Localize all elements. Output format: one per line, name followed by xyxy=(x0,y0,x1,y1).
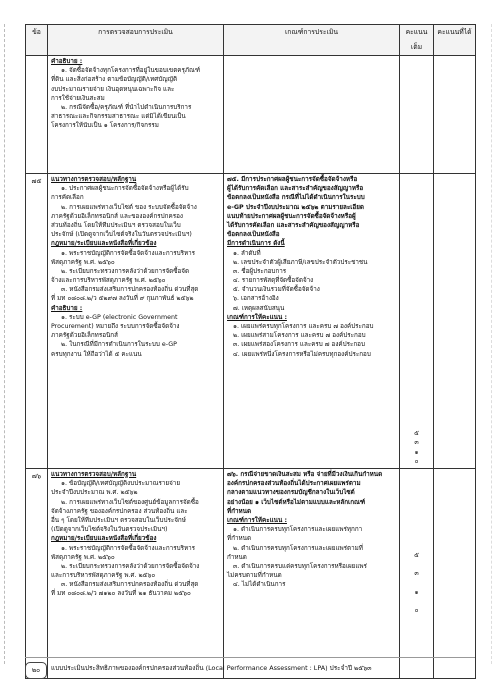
text-line: ๑. เผยแพร่ครบทุกโครงการ และครบ ๗ องค์ประกอบ xyxy=(233,323,374,330)
table-row-continued xyxy=(26,56,476,174)
text-line: ๗. เหตุผลสนับสนุน xyxy=(233,304,285,312)
text-line: ๒. ระเบียบกระทรวงการคลังว่าด้วยการจัดซื้อจัด xyxy=(61,267,190,275)
text-line: ๓. หนังสือกรมส่งเสริมการปกครองท้องถิ่น ด่วนที่สุด xyxy=(61,581,199,589)
page-footer xyxy=(25,657,475,680)
text-line: ๔. เผยแพร่หนึ่งโครงการหรือไม่ครบทุกองค์ประกอบ xyxy=(233,350,371,358)
row-75-full-score xyxy=(400,174,434,469)
text-line: กำหนด xyxy=(227,553,247,561)
text-line: ๓. เผยแพร่สองโครงการ และครบ ๗ องค์ประกอบ xyxy=(233,341,365,349)
text-line: ๔. ไม่ได้ดำเนินการ xyxy=(233,581,286,589)
text-line: การคัดเลือก xyxy=(51,194,84,202)
text-line: อื่น ๆ โดยให้ทีมประเมินฯ ตรวจสอบในเว็บประจักษ์ xyxy=(51,516,186,524)
text-line: พัสดุภาครัฐ พ.ศ. ๒๕๖๐ xyxy=(51,258,115,266)
text-line: ส่วนท้องถิ่น โดยให้ทีมประเมินฯ ตรวจสอบในเว็บ xyxy=(51,221,181,229)
score-value xyxy=(403,560,430,569)
assessment-sheet xyxy=(25,24,475,679)
text-line: (เปิดดูจากเว็บไซต์จริงในวันตรวจประเมินฯ) xyxy=(51,526,168,534)
left-margin-guide xyxy=(4,24,5,664)
text-line: ๒. การเผยแพร่ทางเว็บไซต์ ของ ระบบจัดซื้อจัดจ้าง xyxy=(61,203,197,211)
text-line: งบประมาณรายจ่าย เงินอุดหนุนเฉพาะกิจ และ xyxy=(51,85,175,93)
row-75-check-lines xyxy=(51,175,220,359)
text-line: จัดจ้างภาครัฐ ขององค์กรปกครอง ส่วนท้องถิ่น และ xyxy=(51,507,188,515)
header-full-score: คะแนนเต็ม xyxy=(400,25,434,56)
table-row-76 xyxy=(26,469,476,679)
row-top-full xyxy=(400,56,434,174)
text-line: ประจำปีงบประมาณ พ.ศ. ๒๕๖๒ xyxy=(51,489,138,497)
text-line: โครงการให้นับเป็น ๑ โครงการ/กิจกรรม xyxy=(51,122,159,130)
section-heading: กฎหมาย/ระเบียบและหนังสือที่เกี่ยวข้อง xyxy=(51,240,157,248)
row-76-no: ๗๖ xyxy=(26,469,48,679)
text-line: ที่กำหนด xyxy=(227,507,252,515)
section-heading: เกณฑ์การให้คะแนน : xyxy=(227,313,287,321)
score-value: ๑ xyxy=(414,588,419,596)
score-value: ๐ xyxy=(414,457,419,465)
row-top-check-lines xyxy=(51,57,220,131)
footer-title: แบบประเมินประสิทธิภาพขององค์กรปกครองส่วนท้องถิ่น (Local Performance Assessment : LPA) ประจำปี ๒๕๖๓ xyxy=(51,664,372,672)
text-line: ๒. เผยแพร่สามโครงการ และครบ ๗ องค์ประกอบ xyxy=(233,332,366,340)
section-heading: กฎหมาย/ระเบียบและหนังสือที่เกี่ยวข้อง xyxy=(51,535,157,543)
section-heading: คำอธิบาย : xyxy=(51,304,83,312)
section-heading: มีการดำเนินการ ดังนี้ xyxy=(227,240,285,248)
row-75-score-got xyxy=(434,174,476,469)
text-line: ข้อตกลงเป็นหนังสือ xyxy=(227,231,280,239)
row-top-check xyxy=(48,56,224,174)
text-line: ภาครัฐด้วยอิเล็กทรอนิกส์ และขององค์กรปกครอง xyxy=(51,212,183,220)
score-value: ๓ xyxy=(414,439,419,447)
row-76-score-got xyxy=(434,469,476,679)
header-check: การตรวจสอบการประเมิน xyxy=(48,25,224,56)
text-line: ไม่ครบตามที่กำหนด xyxy=(227,572,282,580)
row-top-criteria xyxy=(224,56,400,174)
row-75-check xyxy=(48,174,224,469)
header-criteria: เกณฑ์การประเมิน xyxy=(224,25,400,56)
text-line: อย่างน้อย ๑ เว็บไซต์หรือไม่ตามแบบและหลักเกณฑ์ xyxy=(227,498,366,506)
text-line: ๑. ระบบ e-GP (electronic Government xyxy=(61,313,178,321)
score-value xyxy=(403,579,430,588)
row-75-criteria-lines xyxy=(227,175,396,359)
score-value: ๓ xyxy=(414,570,419,578)
text-line: ประจักษ์ (เปิดดูจากเว็บไซต์จริงในวันตรวจประเมินฯ) xyxy=(51,231,192,239)
header-score-got: คะแนนที่ได้ xyxy=(434,25,476,56)
section-heading: คำอธิบาย : xyxy=(51,58,83,65)
text-line: ๓. หนังสือกรมส่งเสริมการปกครองท้องถิ่น ด่วนที่สุด xyxy=(61,286,199,294)
text-line: ๕. จำนวนเงินรวมที่จัดซื้อจัดจ้าง xyxy=(233,286,320,294)
assessment-table xyxy=(25,24,476,679)
row-76-score-list xyxy=(403,551,430,615)
text-line: องค์กรปกครองส่วนท้องถิ่นได้ประกาศเผยแพร่ตาม xyxy=(227,480,361,488)
text-line: e-GP ประจำปีงบประมาณ ๒๕๖๒ ตามรายละเอียด xyxy=(227,203,364,211)
section-heading: แนวทางการตรวจสอบ/หลักฐาน xyxy=(51,471,137,478)
text-line: Procurement) หมายถึง ระบบการจัดซื้อจัดจ้าง xyxy=(51,323,180,330)
text-line: ๓. ชื่อผู้ประกอบการ xyxy=(233,267,287,275)
right-margin-guide xyxy=(491,24,492,664)
text-line: ๑. ข้อบัญญัติ/เทศบัญญัติงบประมาณรายจ่าย xyxy=(61,480,181,488)
row-76-criteria xyxy=(224,469,400,679)
text-line: ๗๕. มีการประกาศผลผู้ชนะการจัดซื้อจัดจ้างหรือ xyxy=(227,176,358,183)
text-line: ๑. พระราชบัญญัติการจัดซื้อจัดจ้างและการบริหาร xyxy=(61,544,196,552)
score-value xyxy=(403,597,430,606)
score-value: ๐ xyxy=(414,607,419,615)
text-line: ๑. ดำเนินการครบทุกโครงการและเผยแพร่ทุกกา xyxy=(233,526,363,534)
text-line: ๖. เอกสารอ้างอิง xyxy=(233,295,279,303)
text-line: ๗๖. กรณีจ่ายขาดเงินสะสม หรือ จ่ายที่มีวงเงินเกินกำหนด xyxy=(227,471,383,478)
row-top-got xyxy=(434,56,476,174)
text-line: ที่กำหนด xyxy=(227,535,252,543)
text-line: ๔. รายการพัสดุที่จัดซื้อจัดจ้าง xyxy=(233,277,314,285)
text-line: ที่ มท ๐๘๐๘.๒/ว ๗๑๒๐ ลงวันที่ ๒๑ ธันวาคม ๒๕๖๐ xyxy=(51,590,191,598)
section-heading: เกณฑ์การให้คะแนน : xyxy=(227,516,287,524)
row-75-score-list xyxy=(403,429,430,466)
page-number: ๒๐ xyxy=(25,662,47,679)
text-line: พัสดุภาครัฐ พ.ศ. ๒๕๖๐ xyxy=(51,553,115,561)
text-line: ๒. เลขประจำตัวผู้เสียภาษี/เลขประจำตัวประชาชน xyxy=(233,258,368,266)
text-line: ๑. พระราชบัญญัติการจัดซื้อจัดจ้างและการบริหาร xyxy=(61,249,196,257)
text-line: และการบริหารพัสดุภาครัฐ พ.ศ. ๒๕๖๐ xyxy=(51,572,156,580)
text-line: ภาครัฐด้วยอิเล็กทรอนิกส์ xyxy=(51,332,118,340)
row-top-no xyxy=(26,56,48,174)
text-line: ๒. กรณีจัดซื้อ/ครุภัณฑ์ ที่นำไปดำเนินการบริการ xyxy=(61,103,192,111)
text-line: ข้อตกลงเป็นหนังสือ กรณีที่ไม่ได้ดำเนินการในระบบ xyxy=(227,194,365,202)
text-line: แนบท้ายประกาศผลผู้ชนะการจัดซื้อจัดจ้างหรือผู้ xyxy=(227,212,356,220)
text-line: ๑. ประกาศผลผู้ชนะการจัดซื้อจัดจ้างหรือผู้ได้รับ xyxy=(61,185,189,193)
row-76-full-score xyxy=(400,469,434,679)
row-75-criteria xyxy=(224,174,400,469)
score-value: ๕ xyxy=(414,430,419,438)
text-line: ผู้ได้รับการคัดเลือก และสาระสำคัญของสัญญาหรือ xyxy=(227,185,364,193)
text-line: สาธารณะและกิจกรรมสาธารณะ แต่มิได้เขียนเป็น xyxy=(51,113,186,121)
text-line: จ้างและการบริหารพัสดุภาครัฐ พ.ศ. ๒๕๖๐ xyxy=(51,277,166,285)
row-75-no: ๗๕ xyxy=(26,174,48,469)
header-no: ข้อ xyxy=(26,25,48,56)
text-line: ๒. การเผยแพร่ทางเว็บไซต์ของศูนย์ข้อมูลการจัดซื้อ xyxy=(61,498,199,506)
section-heading: แนวทางการตรวจสอบ/หลักฐาน xyxy=(51,176,137,183)
table-header-row xyxy=(26,25,476,56)
text-line: การใช้จ่ายเงินสะสม xyxy=(51,94,105,102)
text-line: ที่ มท ๐๘๐๘.๒/ว ๕๒๙๗ ลงวันที่ ๙ กุมภาพันธ์ ๒๕๖๒ xyxy=(51,295,194,303)
row-76-check-lines xyxy=(51,470,220,599)
text-line: กลางตามแนวทางของกรมบัญชีกลางในเว็บไซต์ xyxy=(227,489,355,497)
text-line: ๑. จัดซื้อจัดจ้างทุกโครงการที่อยู่ในขอบเขตครุภัณฑ์ xyxy=(61,67,201,75)
score-value: ๕ xyxy=(414,552,419,559)
text-line: ได้รับการคัดเลือก และสาระสำคัญของสัญญาหรือ xyxy=(227,221,360,229)
text-line: ครบทุกงาน ให้ถือว่าได้ ๕ คะแนน xyxy=(51,350,142,358)
text-line: ๒. ในกรณีที่มีการดำเนินการในระบบ e-GP xyxy=(61,341,177,349)
table-row-75 xyxy=(26,174,476,469)
text-line: ๒. ระเบียบกระทรวงการคลังว่าด้วยการจัดซื้อจัดจ้าง xyxy=(61,562,200,570)
score-value: ๑ xyxy=(414,448,419,456)
text-line: ๑. ลำดับที่ xyxy=(233,249,261,257)
text-line: ๓. ดำเนินการครบแต่ครบทุกโครงการหรือเผยแพร่ xyxy=(233,562,367,570)
text-line: ที่ดิน และสิ่งก่อสร้าง ตามข้อบัญญัติ/เทศบัญญัติ xyxy=(51,76,178,84)
text-line: ๒. ดำเนินการครบทุกโครงการและเผยแพร่ตามที่ xyxy=(233,544,363,552)
row-76-check xyxy=(48,469,224,679)
row-76-criteria-lines xyxy=(227,470,396,589)
